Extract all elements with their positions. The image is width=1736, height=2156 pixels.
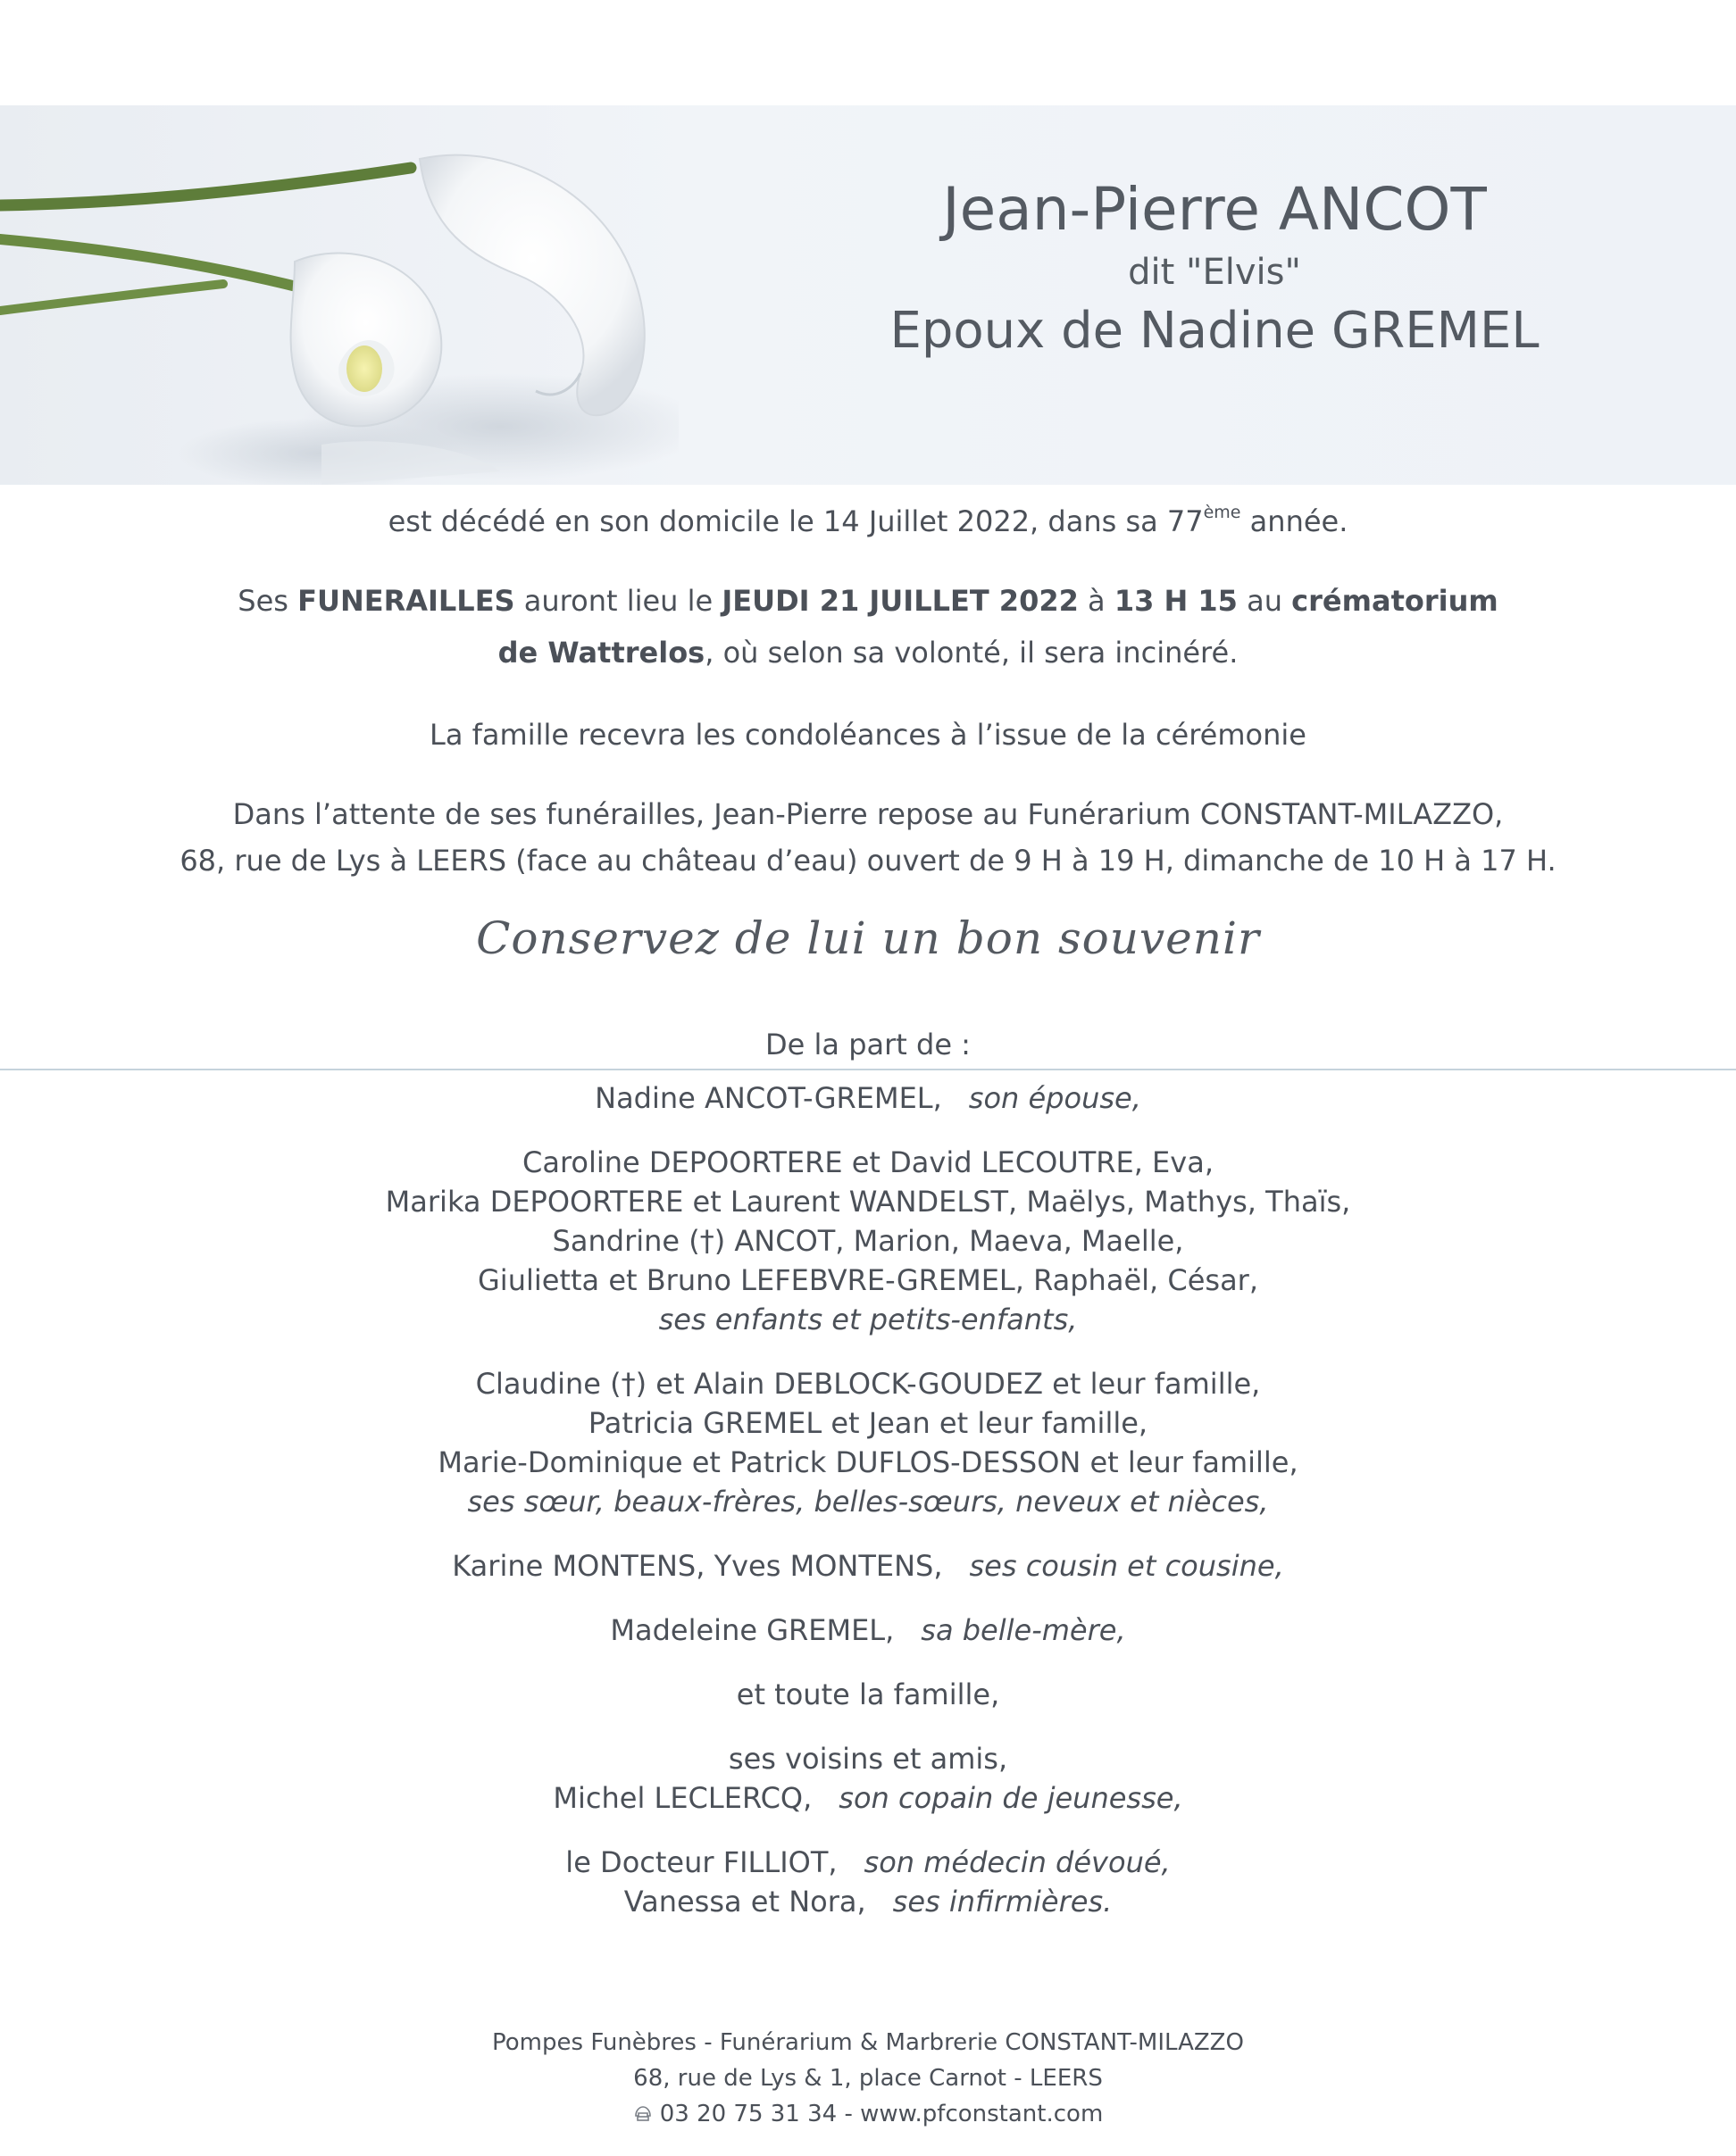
family-line: Patricia GREMEL et Jean et leur famille, — [588, 1406, 1148, 1440]
family-line: Giulietta et Bruno LEFEBVRE-GREMEL, Raphaël, César, — [478, 1263, 1258, 1297]
family-caregivers — [0, 1843, 1736, 1921]
family-relation: ses cousin et cousine, — [969, 1549, 1284, 1583]
divider-line — [0, 1069, 1736, 1070]
resting-place — [0, 791, 1736, 884]
death-ordinal: ème — [1203, 503, 1241, 522]
footer-separator: - — [837, 2101, 861, 2127]
funeral-line-1 — [0, 575, 1736, 627]
funeral-home-footer — [0, 2025, 1736, 2132]
funeral-text: auront lieu le — [514, 584, 722, 618]
calla-lily-icon — [0, 105, 679, 485]
footer-website[interactable]: www.pfconstant.com — [860, 2101, 1104, 2127]
family-name: le Docteur FILLIOT, — [565, 1845, 838, 1879]
funeral-venue-city: de Wattrelos — [497, 636, 705, 670]
family-whole — [0, 1675, 1736, 1714]
death-text: est décédé en son domicile le 14 Juillet 2022, dans sa 77 — [388, 504, 1204, 538]
funeral-date: JEUDI 21 JUILLET 2022 — [722, 584, 1079, 618]
family-relation: ses enfants et petits-enfants, — [658, 1303, 1078, 1336]
funeral-text: à — [1078, 584, 1114, 618]
phone-icon — [633, 2103, 653, 2123]
spouse-line: Epoux de Nadine GREMEL — [889, 302, 1540, 360]
family-line: Caroline DEPOORTERE et David LECOUTRE, Eva, — [522, 1145, 1214, 1179]
family-name: Vanessa et Nora, — [623, 1885, 866, 1919]
header-banner — [0, 105, 1736, 485]
family-line: Marika DEPOORTERE et Laurent WANDELST, Maëlys, Mathys, Thaïs, — [385, 1185, 1351, 1219]
funeral-keyword: FUNERAILLES — [297, 584, 515, 618]
memorial-motto: Conservez de lui un bon souvenir — [476, 912, 1260, 964]
family-relation: ses sœur, beaux-frères, belles-sœurs, neveux et nièces, — [467, 1485, 1269, 1519]
footer-line-2: 68, rue de Lys & 1, place Carnot - LEERS — [633, 2065, 1103, 2092]
funeral-text: au — [1237, 584, 1292, 618]
banner-text — [804, 173, 1625, 362]
family-line: Marie-Dominique et Patrick DUFLOS-DESSON et leur famille, — [438, 1445, 1298, 1479]
family-line: ses voisins et amis, — [728, 1742, 1008, 1776]
family-relation: son médecin dévoué, — [864, 1845, 1171, 1879]
from-label: De la part de : — [765, 1028, 971, 1061]
family-line: et toute la famille, — [736, 1677, 1000, 1711]
family-list — [0, 1078, 1736, 1946]
footer-line-1: Pompes Funèbres - Funérarium & Marbrerie CONSTANT-MILAZZO — [492, 2029, 1244, 2056]
family-name: Madeleine GREMEL, — [610, 1613, 895, 1647]
resting-line-2: 68, rue de Lys à LEERS (face au château d’eau) ouvert de 9 H à 19 H, dimanche de 10 H à 17 H. — [179, 844, 1557, 878]
nickname: dit "Elvis" — [1128, 252, 1301, 293]
death-text-end: année. — [1240, 504, 1348, 538]
family-relation: ses infirmières. — [892, 1885, 1113, 1919]
funeral-info — [0, 575, 1736, 678]
family-relation: son copain de jeunesse, — [839, 1781, 1183, 1815]
family-relation: son épouse, — [968, 1081, 1141, 1115]
funeral-time: 13 H 15 — [1114, 584, 1238, 618]
family-spouse — [0, 1078, 1736, 1118]
funeral-text: , où selon sa volonté, il sera incinéré. — [705, 636, 1239, 670]
family-siblings — [0, 1364, 1736, 1521]
family-cousins — [0, 1546, 1736, 1586]
death-announcement — [0, 500, 1736, 543]
footer-phone: 03 20 75 31 34 — [659, 2101, 838, 2127]
family-mother-in-law — [0, 1611, 1736, 1650]
funeral-venue: crématorium — [1291, 584, 1498, 618]
family-relation: sa belle-mère, — [921, 1613, 1126, 1647]
family-name: Michel LECLERCQ, — [553, 1781, 813, 1815]
deceased-name: Jean-Pierre ANCOT — [942, 175, 1487, 244]
footer-line-3 — [0, 2096, 1736, 2132]
condolences: La famille recevra les condoléances à l’issue de la cérémonie — [430, 718, 1306, 752]
family-line: Claudine (†) et Alain DEBLOCK-GOUDEZ et leur famille, — [475, 1367, 1261, 1401]
family-name: Karine MONTENS, Yves MONTENS, — [452, 1549, 943, 1583]
resting-line-1: Dans l’attente de ses funérailles, Jean-Pierre repose au Funérarium CONSTANT-MILAZZO, — [232, 797, 1504, 831]
family-friends — [0, 1739, 1736, 1818]
family-line: Sandrine (†) ANCOT, Marion, Maeva, Maelle, — [552, 1224, 1184, 1258]
family-children — [0, 1143, 1736, 1339]
family-name: Nadine ANCOT-GREMEL, — [595, 1081, 942, 1115]
funeral-text: Ses — [238, 584, 298, 618]
funeral-line-2 — [0, 627, 1736, 678]
